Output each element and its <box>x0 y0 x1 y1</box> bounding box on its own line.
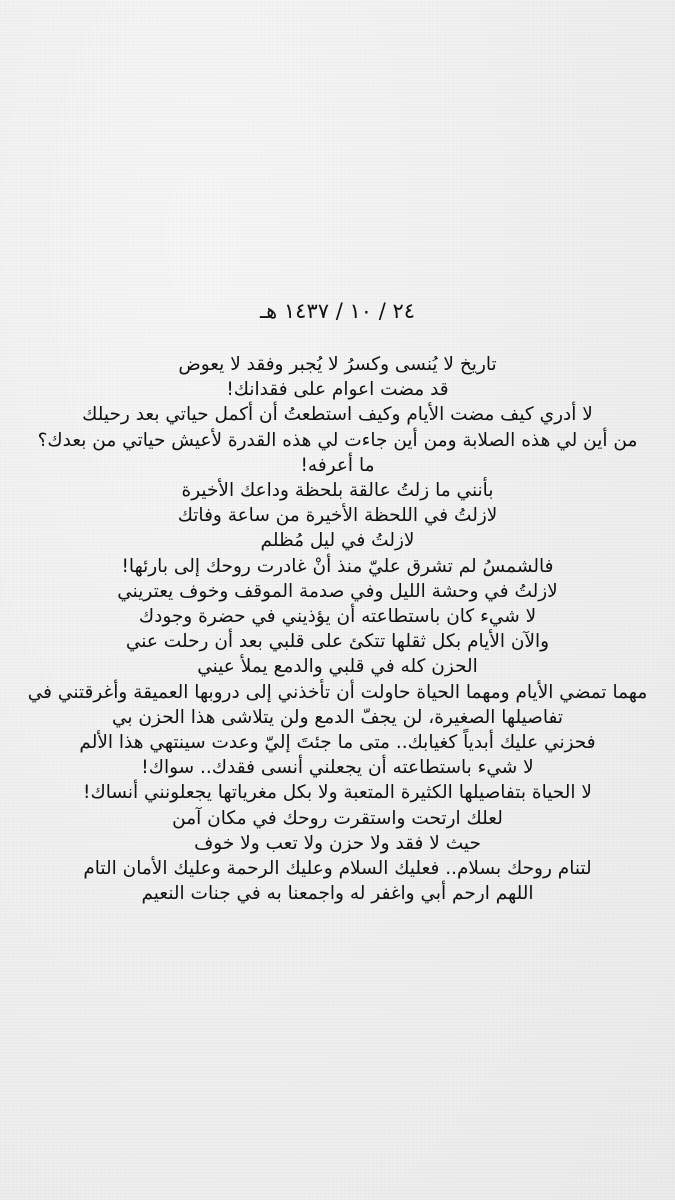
poem-line: لازلتُ في ليل مُظلم <box>260 530 415 552</box>
poem-line: لا شيء باستطاعته أن يجعلني أنسى فقدك.. سواك! <box>141 757 534 779</box>
poem-line: فحزني عليك أبدياً كغيابك.. متى ما جئتَ إليّ وعدت سينتهي هذا الألم <box>79 732 596 754</box>
poem-line: لتنام روحك بسلام.. فعليك السلام وعليك الرحمة وعليك الأمان التام <box>83 858 592 880</box>
poem-line: لعلك ارتحت واستقرت روحك في مكان آمن <box>172 807 503 829</box>
poem-line: ما أعرفه! <box>300 454 375 476</box>
poem-line: تفاصيلها الصغيرة، لن يجفّ الدمع ولن يتلاشى هذا الحزن بي <box>111 706 564 728</box>
poem-line: من أين لي هذه الصلابة ومن أين جاءت لي هذه القدرة لأعيش حياتي من بعدك؟ <box>37 429 638 451</box>
poem-line: حيث لا فقد ولا حزن ولا تعب ولا خوف <box>194 832 481 854</box>
poem-line: اللهم ارحم أبي واغفر له واجمعنا به في جنات النعيم <box>141 883 534 905</box>
poem-line: لازلتُ في اللحظة الأخيرة من ساعة وفاتك <box>177 505 498 527</box>
poem-line: لا أدري كيف مضت الأيام وكيف استطعتُ أن أكمل حياتي بعد رحيلك <box>82 404 593 426</box>
poem-line: فالشمسُ لم تشرق عليّ منذ أنْ غادرت روحك إلى بارئها! <box>121 555 554 577</box>
poem-line: مهما تمضي الأيام ومهما الحياة حاولت أن تأخذني إلى دروبها العميقة وأغرقتني في <box>27 681 648 703</box>
poem-line: قد مضت اعوام على فقدانك! <box>226 379 449 401</box>
poem-line: بأنني ما زلتُ عالقة بلحظة وداعك الأخيرة <box>181 480 494 502</box>
poem-line: تاريخ لا يُنسى وكسرُ لا يُجبر وفقد لا يعوض <box>178 354 497 375</box>
poem-line: والآن الأيام بكل ثقلها تتكئ على قلبي بعد أن رحلت عني <box>125 631 550 653</box>
poem-line: لازلتُ في وحشة الليل وفي صدمة الموقف وخوف يعتريني <box>117 580 558 602</box>
poem-line: لا الحياة بتفاصيلها الكثيرة المتعبة ولا بكل مغرياتها يجعلونني أنساك! <box>83 782 592 804</box>
date-heading: ٢٤ / ١٠ / ١٤٣٧ هـ <box>259 299 416 323</box>
poem-body <box>8 352 667 906</box>
poem-line: الحزن كله في قلبي والدمع يملأ عيني <box>197 656 478 678</box>
poem-line: لا شيء كان باستطاعته أن يؤذيني في حضرة وجودك <box>138 606 537 628</box>
